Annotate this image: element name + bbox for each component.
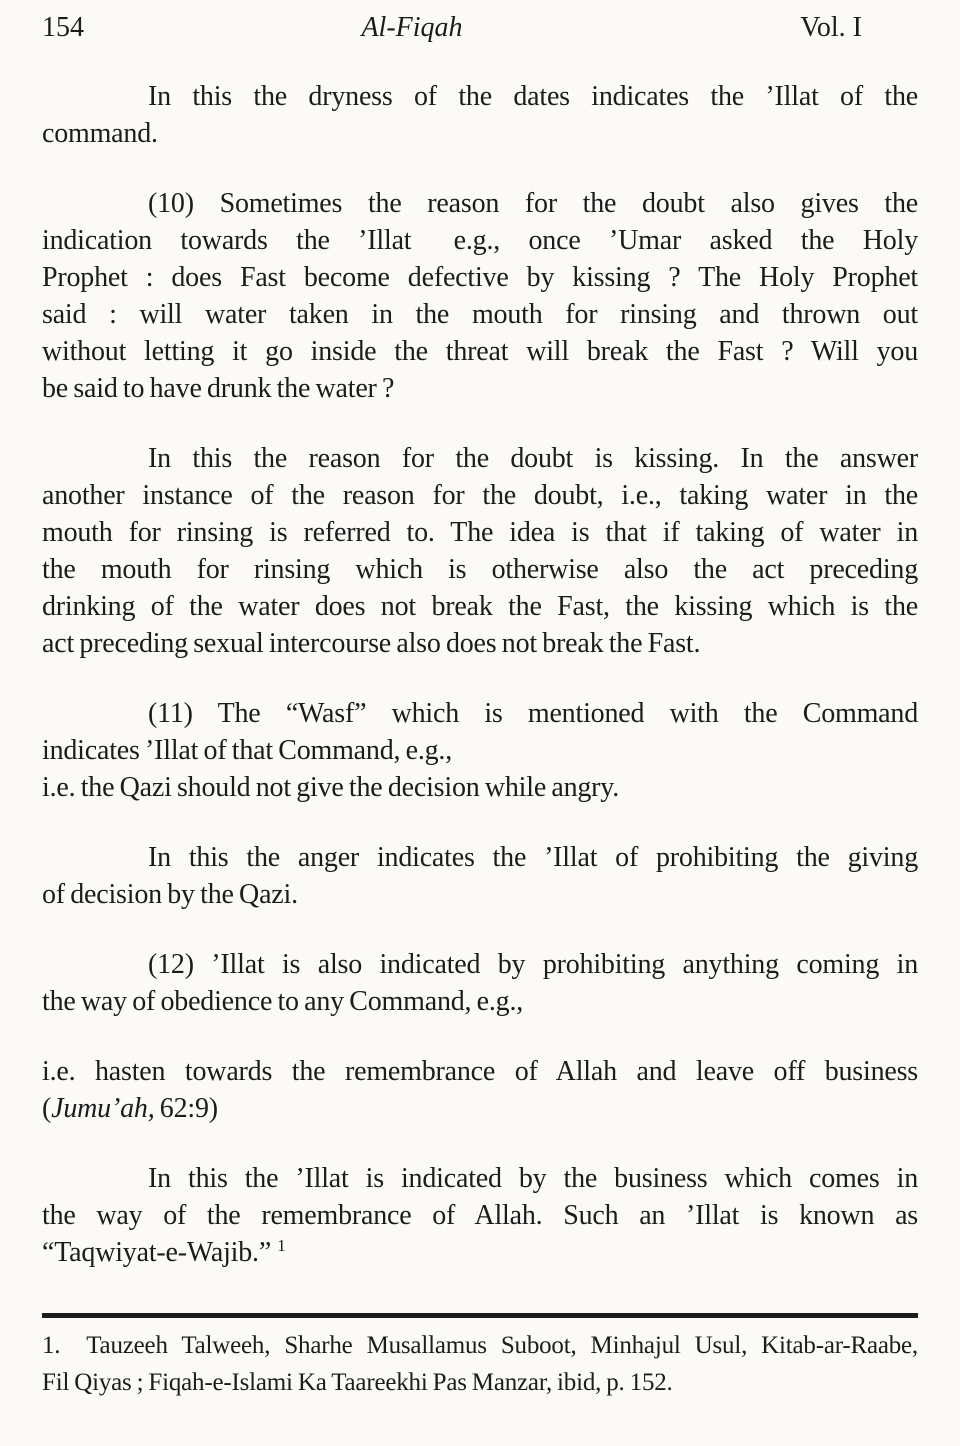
- text-line: In this the dryness of the dates indicates the ’Illat of the: [148, 81, 918, 112]
- text-line: (12) ’Illat is also indicated by prohibiting anything coming in: [148, 949, 918, 980]
- text-line: mouth for rinsing is referred to. The idea is that if taking of water in: [42, 517, 918, 548]
- footnote-reference-marker: 1: [277, 1235, 286, 1255]
- paragraph-taqwiyat: [42, 1160, 918, 1271]
- text-line: In this the reason for the doubt is kissing. In the answer: [148, 443, 918, 474]
- paragraph-11: [42, 695, 918, 806]
- quoted-term: “Taqwiyat-e-Wajib.”: [42, 1237, 272, 1268]
- text-line: the way of the remembrance of Allah. Such an ’Illat is known as: [42, 1200, 918, 1231]
- text-line: command.: [42, 118, 158, 149]
- text-line: be said to have drunk the water ?: [42, 373, 395, 404]
- text-line: indicates ’Illat of that Command, e.g.,: [42, 735, 453, 766]
- volume-label: Vol. I: [800, 12, 862, 43]
- page-number: 154: [42, 12, 84, 43]
- citation-open-paren: (: [42, 1093, 52, 1124]
- text-line: without letting it go inside the threat will break the Fast ? Will you: [42, 336, 918, 367]
- text-line: In this the ’Illat is indicated by the business which comes in: [148, 1163, 918, 1194]
- text-line: said : will water taken in the mouth for rinsing and thrown out: [42, 299, 918, 330]
- paragraph-quote: [42, 1053, 918, 1127]
- text-line: act preceding sexual intercourse also does not break the Fast.: [42, 628, 701, 659]
- text-line: i.e. the Qazi should not give the decision while angry.: [42, 772, 620, 803]
- paragraph-dryness: [42, 78, 918, 152]
- text-line: In this the anger indicates the ’Illat of prohibiting the giving: [148, 842, 918, 873]
- paragraph-anger: [42, 839, 918, 913]
- paragraph-kissing: [42, 440, 918, 662]
- text-line: drinking of the water does not break the Fast, the kissing which is the: [42, 591, 918, 622]
- footnote: [42, 1313, 918, 1401]
- text-line: i.e. hasten towards the remembrance of Allah and leave off business: [42, 1056, 918, 1087]
- text-line: the way of obedience to any Command, e.g.,: [42, 986, 524, 1017]
- paragraph-12: [42, 946, 918, 1020]
- text-line: (11) The “Wasf” which is mentioned with the Command: [148, 698, 918, 729]
- text-line: Prophet : does Fast become defective by kissing ? The Holy Prophet: [42, 262, 918, 293]
- page-body: [42, 78, 918, 1401]
- footnote-line: Fil Qiyas ; Fiqah-e-Islami Ka Taareekhi Pas Manzar, ibid, p. 152.: [42, 1369, 673, 1396]
- page-header: [42, 8, 918, 48]
- citation-source: Jumu’ah,: [51, 1093, 155, 1124]
- text-line: of decision by the Qazi.: [42, 879, 298, 910]
- footnote-line: 1. Tauzeeh Talweeh, Sharhe Musallamus Suboot, Minhajul Usul, Kitab-ar-Raabe,: [42, 1332, 918, 1359]
- book-title: Al-Fiqah: [361, 12, 463, 43]
- citation-line: [42, 1090, 918, 1127]
- text-line: indication towards the ’Illat e.g., once ’Umar asked the Holy: [42, 225, 918, 256]
- text-line: the mouth for rinsing which is otherwise also the act preceding: [42, 554, 918, 585]
- text-line: another instance of the reason for the doubt, i.e., taking water in the: [42, 480, 918, 511]
- text-line: [42, 1234, 918, 1271]
- text-line: (10) Sometimes the reason for the doubt also gives the: [148, 188, 918, 219]
- paragraph-10: [42, 185, 918, 407]
- citation-reference: 62:9): [154, 1093, 218, 1124]
